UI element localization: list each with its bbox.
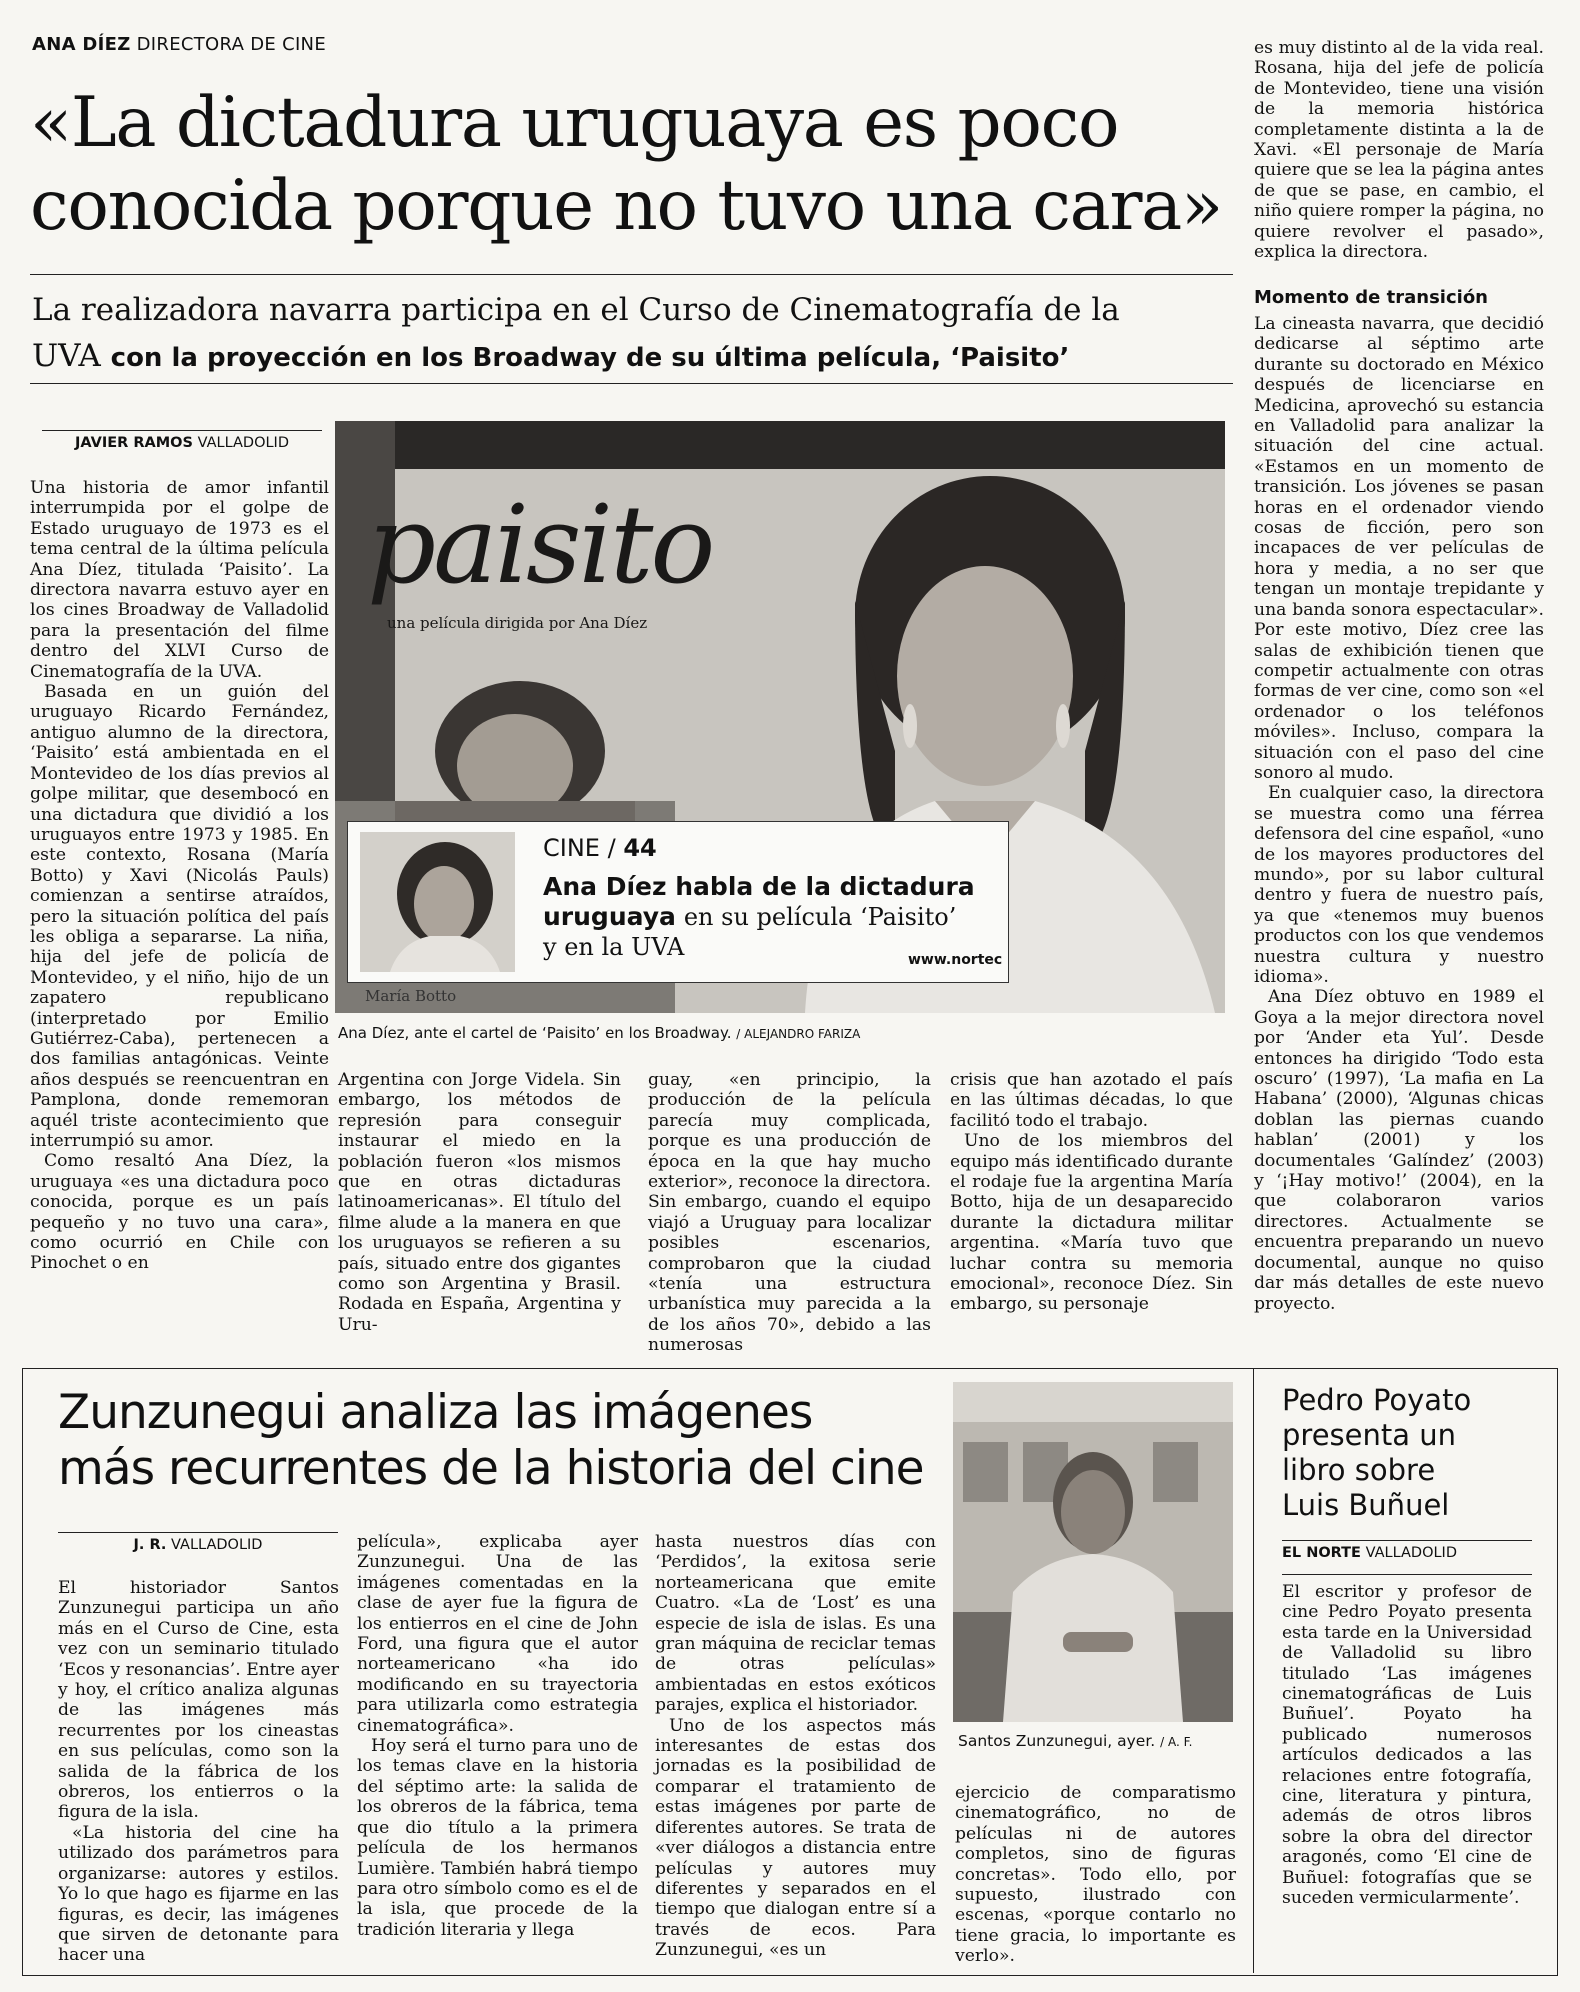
- second-col1-para: «La historia del cine ha utilizado dos parámetros para organizarse: autores y estilos. Yo lo que hago es fijarme en las figuras, es decir, las imágenes que sirven de detonante para hacer una: [58, 1822, 339, 1966]
- promo-title-bold-1: Ana Díez habla de la dictadura: [543, 872, 975, 901]
- second-byline-name: J. R.: [133, 1537, 167, 1553]
- kicker: [32, 34, 326, 55]
- second-col4-para: ejercicio de comparatismo cinematográfico, no de películas ni de autores completos, sino de figuras concretas». Todo ello, por supuesto, ilustrado con escenas, «porque contarlo no tiene gracia, lo importante es verlo».: [955, 1783, 1236, 1967]
- rule-below-subhead: [30, 383, 1233, 384]
- third-body: [1282, 1582, 1532, 1909]
- promo-section-label: CINE /: [543, 834, 616, 862]
- main-byline-city: VALLADOLID: [197, 435, 289, 451]
- main-subhead-line2-bold: con la proyección en los Broadway de su última película, ‘Paisito’: [110, 343, 1070, 373]
- main-headline-line2: conocida porque no tuvo una cara»: [30, 166, 1222, 246]
- second-col-4: [955, 1783, 1236, 1967]
- main-col3-para: guay, «en principio, la producción de la película parecía muy complicada, porque es una producción de época en la que hay mucho exterior», reconoce la directora. Sin embargo, cuando el equipo viajó a Uruguay para localizar posibles escenarios, comprobaron que la ciudad «tenía una estructura urbanística muy parecida a la de los años 70», debido a las numerosas: [648, 1070, 931, 1356]
- third-headline-line3: libro sobre: [1282, 1453, 1436, 1487]
- promo-box[interactable]: [347, 821, 1009, 983]
- main-headline-line1: «La dictadura uruguaya es poco: [30, 83, 1119, 163]
- main-col5-subhead-wrap: [1254, 287, 1544, 308]
- main-col-3: [648, 1070, 931, 1356]
- promo-title: [543, 872, 1003, 962]
- rule-above-subhead: [30, 274, 1233, 275]
- promo-section: [543, 834, 657, 862]
- main-headline: [30, 82, 1222, 248]
- promo-title-bold-2: uruguaya: [543, 902, 676, 931]
- second-headline-line1: Zunzunegui analiza las imágenes: [58, 1385, 813, 1440]
- main-photo-credit: / ALEJANDRO FARIZA: [736, 1027, 861, 1041]
- second-col1-para: El historiador Santos Zunzunegui participa un año más en el Curso de Cine, esta vez con un seminario titulado ‘Ecos y resonancias’. Entre ayer y hoy, el crítico analiza algunas de las imágenes más recurrentes por los cineastas en sus películas, como son la salida de la fábrica de los obreros, los entierros o la figura de la isla.: [58, 1578, 339, 1823]
- kicker-name: ANA DÍEZ: [32, 34, 131, 55]
- main-photo-caption: [338, 1024, 860, 1042]
- main-col-5-bottom: [1254, 314, 1544, 1314]
- second-photo-illustration: [953, 1382, 1233, 1722]
- third-byline-rule: [1282, 1574, 1532, 1575]
- third-byline: [1282, 1540, 1532, 1566]
- second-col-1: [58, 1578, 339, 1966]
- third-byline-city: VALLADOLID: [1365, 1545, 1457, 1561]
- third-headline-line1: Pedro Poyato: [1282, 1383, 1472, 1417]
- main-col-5-top: [1254, 38, 1544, 262]
- poster-tagline: una película dirigida por Ana Díez: [387, 614, 648, 632]
- second-byline: [58, 1532, 338, 1558]
- main-photo-caption-text: Ana Díez, ante el cartel de ‘Paisito’ en los Broadway.: [338, 1024, 732, 1042]
- second-headline-line2: más recurrentes de la historia del cine: [58, 1441, 924, 1496]
- second-col-3: [655, 1532, 936, 1961]
- third-byline-name: EL NORTE: [1282, 1545, 1361, 1561]
- promo-thumbnail-illustration: [360, 832, 515, 972]
- second-col2-para: película», explicaba ayer Zunzunegui. Una de las imágenes comentadas en la clase de ayer fue la figura de los entierros en el cine de John Ford, una figura que el autor norteamericano «ha ido modificando en su trayectoria para utilizarla como estrategia cinematográfica».: [357, 1532, 638, 1736]
- main-col5-subhead: Momento de transición: [1254, 287, 1488, 308]
- second-photo-credit: / A. F.: [1160, 1735, 1193, 1749]
- main-col-4: [950, 1070, 1233, 1315]
- second-col-2: [357, 1532, 638, 1940]
- kicker-role: DIRECTORA DE CINE: [136, 34, 326, 55]
- main-byline-name: JAVIER RAMOS: [75, 435, 193, 451]
- main-col1-para: Basada en un guión del uruguayo Ricardo Fernández, antiguo alumno de la directora, ‘Paisito’ está ambientada en el Montevideo de los días previos al golpe militar, que desembocó en una dictadura que dividió a los uruguayos entre 1973 y 1985. En este contexto, Rosana (María Botto) y Xavi (Nicolás Pauls) comienzan a sentirse atraídos, pero la situación política del país les obliga a separarse. La niña, hija del jefe de policía de Montevideo, y el niño, hijo de un zapatero republicano (interpretado por Emilio Gutiérrez-Caba), pertenecen a dos familias antagónicas. Veinte años después se reencuentran en Pamplona, donde rememoran aquél triste acontecimiento que interrumpió su amor.: [30, 682, 329, 1151]
- main-col1-para: Una historia de amor infantil interrumpida por el golpe de Estado uruguayo de 1973 es el tema central de la última película Ana Díez, titulada ‘Paisito’. La directora navarra estuvo ayer en los cines Broadway de Valladolid para la presentación del filme dentro del XLVI Curso de Cinematografía de la UVA.: [30, 478, 329, 682]
- promo-title-rest-1: en su película ‘Paisito’: [683, 903, 957, 931]
- main-byline: [42, 430, 322, 456]
- promo-thumbnail: [360, 832, 515, 972]
- third-headline-line2: presenta un: [1282, 1418, 1456, 1452]
- main-col1-para: Como resaltó Ana Díez, la uruguaya «es una dictadura poco conocida, porque es un país pequeño y no tuvo una cara», como ocurrió en Chile con Pinochet o en: [30, 1151, 329, 1274]
- main-col5-para: En cualquier caso, la directora se muestra como una férrea defensora del cine español, «uno de los mayores productores del mundo», por su labor cultural dentro y fuera de nuestro país, ya que «tenemos muy buenos productos con los que vendemos nuestra cultura y nuestro idioma».: [1254, 783, 1544, 987]
- second-byline-city: VALLADOLID: [171, 1537, 263, 1553]
- poster-bottom-text: María Botto: [365, 987, 457, 1005]
- main-col4-para: Uno de los miembros del equipo más identificado durante el rodaje fue la argentina María Botto, hija de un desaparecido durante la dictadura militar argentina. «María tuvo que luchar contra su memoria emocional», reconoce Díez. Sin embargo, su personaje: [950, 1131, 1233, 1315]
- third-headline-line4: Luis Buñuel: [1282, 1488, 1450, 1522]
- main-col-1: [30, 478, 329, 1274]
- second-photo-caption-text: Santos Zunzunegui, ayer.: [958, 1732, 1156, 1750]
- third-headline: [1282, 1383, 1471, 1523]
- promo-page: 44: [623, 834, 657, 862]
- bottom-section-divider: [1253, 1369, 1254, 1973]
- second-headline: [58, 1385, 924, 1497]
- second-col3-para: hasta nuestros días con ‘Perdidos’, la exitosa serie norteamericana que emite Cuatro. «La de ‘Lost’ es una especie de isla de islas. Es una gran máquina de reciclar temas de otras películas» ambientadas en estos exóticos parajes, explica el historiador.: [655, 1532, 936, 1716]
- main-col5-para: La cineasta navarra, que decidió dedicarse al séptimo arte durante su doctorado en México después de licenciarse en Medicina, aprovechó su estancia en Valladolid para analizar la situación del cine actual. «Estamos en un momento de transición. Los jóvenes se pasan horas en el ordenador viendo cosas de ficción, pero son incapaces de ver películas de hora y media, a no ser que tengan un montaje trepidante y una banda sonora espectacular». Por este motivo, Díez cree las salas de exhibición tienen que competir actualmente con otras formas de ver cine, como son «el ordenador o los teléfonos móviles». Incluso, compara la situación con el paso del cine sonoro al mudo.: [1254, 314, 1544, 783]
- second-photo: [953, 1382, 1233, 1722]
- main-col5-para: Ana Díez obtuvo en 1989 el Goya a la mejor directora novel por ‘Ander eta Yul’. Desde entonces ha dirigido ‘Todo esta oscuro’ (1997), ‘La mafia en La Habana’ (2000), ‘Algunas chicas doblan las piernas cuando hablan’ (2001) y los documentales ‘Galíndez’ (2003) y ‘¡Hay motivo!’ (2004), en la que colaboraron varios directores. Actualmente se encuentra preparando un nuevo documental, aunque no quiso dar más detalles de este nuevo proyecto.: [1254, 987, 1544, 1314]
- main-col-2: [338, 1070, 621, 1335]
- main-photo: [335, 421, 1225, 1013]
- poster-title: paisito: [367, 483, 713, 608]
- main-col4-para: crisis que han azotado el país en las últimas décadas, lo que facilitó todo el trabajo.: [950, 1070, 1233, 1131]
- main-subhead: [32, 287, 1232, 381]
- main-col2-para: Argentina con Jorge Videla. Sin embargo, los métodos de represión para conseguir instaurar el miedo en la población fueron «los mismos que en otras dictaduras latinoamericanas». El título del filme alude a la manera en que los uruguayos se refieren a su país, situado entre dos gigantes como son Argentina y Brasil. Rodada en España, Argentina y Uru-: [338, 1070, 621, 1335]
- main-subhead-line2-normal: UVA: [32, 338, 101, 374]
- main-subhead-line1: La realizadora navarra participa en el Curso de Cinematografía de la: [32, 292, 1120, 328]
- main-subhead-line2: [32, 333, 1232, 381]
- main-col5-para: es muy distinto al de la vida real. Rosana, hija del jefe de policía de Montevideo, tiene una visión de la memoria histórica completamente distinta a la de Xavi. «El personaje de María quiere que se lea la página antes de que se pase, en cambio, el niño quiere romper la página, no quiere revolver el pasado», explica la directora.: [1254, 38, 1544, 263]
- promo-title-rest-2: y en la UVA: [543, 933, 685, 961]
- promo-url[interactable]: www.nortec: [908, 952, 1003, 968]
- second-photo-caption: [958, 1732, 1192, 1750]
- second-col3-para: Uno de los aspectos más interesantes de estas dos jornadas es la posibilidad de comparar el tratamiento de estas imágenes por parte de diferentes autores. Se trata de «ver diálogos a distancia entre películas y autores muy diferentes y separados en el tiempo que dialogan entre sí a través de ecos. Para Zunzunegui, «es un: [655, 1715, 936, 1961]
- third-body-para: El escritor y profesor de cine Pedro Poyato presenta esta tarde en la Universidad de Valladolid su libro titulado ‘Las imágenes cinematográficas de Luis Buñuel’. Poyato ha publicado numerosos artículos dedicados a las relaciones entre fotografía, cine, literatura y pintura, además de otros libros sobre la obra del director aragonés, como ‘El cine de Buñuel: fotografías que se suceden vermicularmente’.: [1282, 1582, 1532, 1909]
- second-col2-para: Hoy será el turno para uno de los temas clave en la historia del séptimo arte: la salida de los obreros de la fábrica, tema que dio título a la primera película de los hermanos Lumière. También habrá tiempo para otro símbolo como es el de la isla, que procede de la tradición literaria y llega: [357, 1736, 638, 1940]
